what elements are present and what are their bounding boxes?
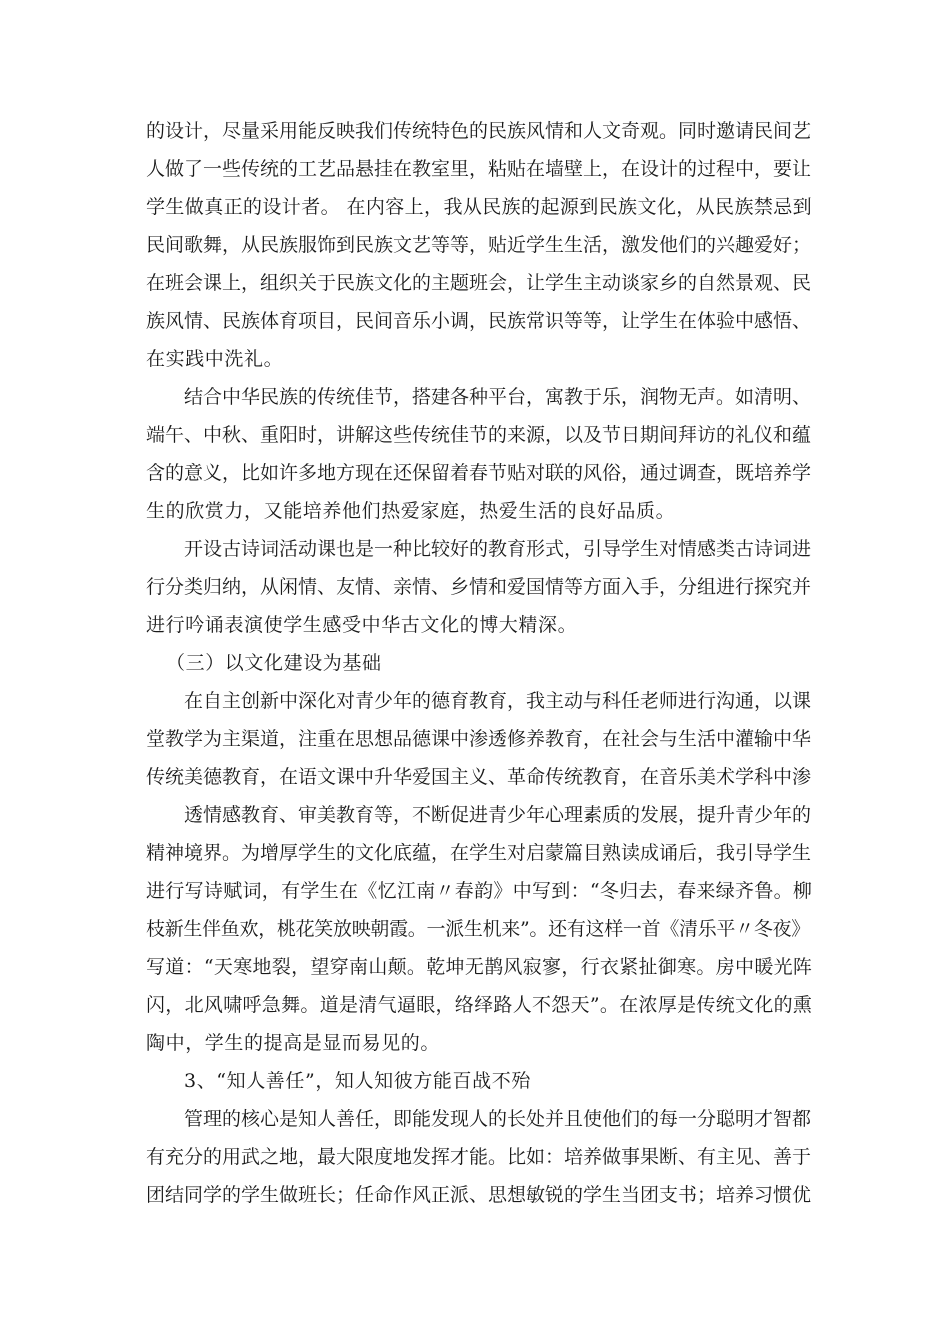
paragraph-line: 精神境界。为增厚学生的文化底蕴，在学生对启蒙篇目熟读成诵后，我引导学生 — [146, 842, 812, 864]
paragraph-line: 管理的核心是知人善任，即能发现人的长处并且使他们的每一分聪明才智都 — [184, 1108, 812, 1130]
paragraph-line: 有充分的用武之地，最大限度地发挥才能。比如：培养做事果断、有主见、善于 — [146, 1146, 812, 1168]
paragraph-line: 在班会课上，组织关于民族文化的主题班会，让学生主动谈家乡的自然景观、民 — [146, 272, 812, 294]
paragraph-line: 民间歌舞，从民族服饰到民族文艺等等，贴近学生生活，激发他们的兴趣爱好； — [146, 234, 812, 256]
section-heading: （三）以文化建设为基础 — [166, 652, 382, 674]
paragraph-line: 学生做真正的设计者。 在内容上，我从民族的起源到民族文化，从民族禁忌到 — [146, 196, 813, 218]
section-heading: 3、“知人善任”，知人知彼方能百战不殆 — [184, 1070, 531, 1092]
paragraph-line: 透情感教育、审美教育等，不断促进青少年心理素质的发展，提升青少年的 — [184, 804, 812, 826]
paragraph-line: 含的意义，比如许多地方现在还保留着春节贴对联的风俗，通过调查，既培养学 — [146, 462, 812, 484]
paragraph-line: 在自主创新中深化对青少年的德育教育，我主动与科任老师进行沟通，以课 — [184, 690, 812, 712]
paragraph-line: 枝新生伴鱼欢，桃花笑放映朝霞。一派生机来”。还有这样一首《清乐平〃冬夜》 — [146, 918, 810, 940]
paragraph-line: 闪，北风啸呼急舞。道是清气逼眼，络绎路人不怨天”。在浓厚是传统文化的熏 — [146, 994, 813, 1016]
paragraph-line: 在实践中洗礼。 — [146, 348, 284, 370]
paragraph-line: 开设古诗词活动课也是一种比较好的教育形式，引导学生对情感类古诗词进 — [184, 538, 812, 560]
paragraph-line: 端午、中秋、重阳时，讲解这些传统佳节的来源，以及节日期间拜访的礼仪和蕴 — [146, 424, 812, 446]
paragraph-line: 进行写诗赋词，有学生在《忆江南〃春韵》中写到：“冬归去，春来绿齐鲁。柳 — [146, 880, 813, 902]
paragraph-line: 团结同学的学生做班长；任命作风正派、思想敏锐的学生当团支书；培养习惯优 — [146, 1184, 812, 1206]
paragraph-line: 族风情、民族体育项目，民间音乐小调，民族常识等等，让学生在体验中感悟、 — [146, 310, 812, 332]
paragraph-line: 行分类归纳，从闲情、友情、亲情、乡情和爱国情等方面入手，分组进行探究并 — [146, 576, 812, 598]
paragraph-line: 进行吟诵表演使学生感受中华古文化的博大精深。 — [146, 614, 578, 636]
paragraph-line: 写道：“天寒地裂，望穿南山颠。乾坤无鹊风寂寥，行衣紧扯御寒。房中暖光阵 — [146, 956, 813, 978]
paragraph-line: 传统美德教育，在语文课中升华爱国主义、革命传统教育，在音乐美术学科中渗 — [146, 766, 812, 788]
paragraph-line: 堂教学为主渠道，注重在思想品德课中渗透修养教育，在社会与生活中灌输中华 — [146, 728, 812, 750]
paragraph-line: 人做了一些传统的工艺品悬挂在教室里，粘贴在墙壁上，在设计的过程中，要让 — [146, 158, 812, 180]
paragraph-line: 的设计，尽量采用能反映我们传统特色的民族风情和人文奇观。同时邀请民间艺 — [146, 120, 812, 142]
paragraph-line: 陶中，学生的提高是显而易见的。 — [146, 1032, 441, 1054]
paragraph-line: 生的欣赏力，又能培养他们热爱家庭，热爱生活的良好品质。 — [146, 500, 676, 522]
paragraph-line: 结合中华民族的传统佳节，搭建各种平台，寓教于乐，润物无声。如清明、 — [184, 386, 812, 408]
